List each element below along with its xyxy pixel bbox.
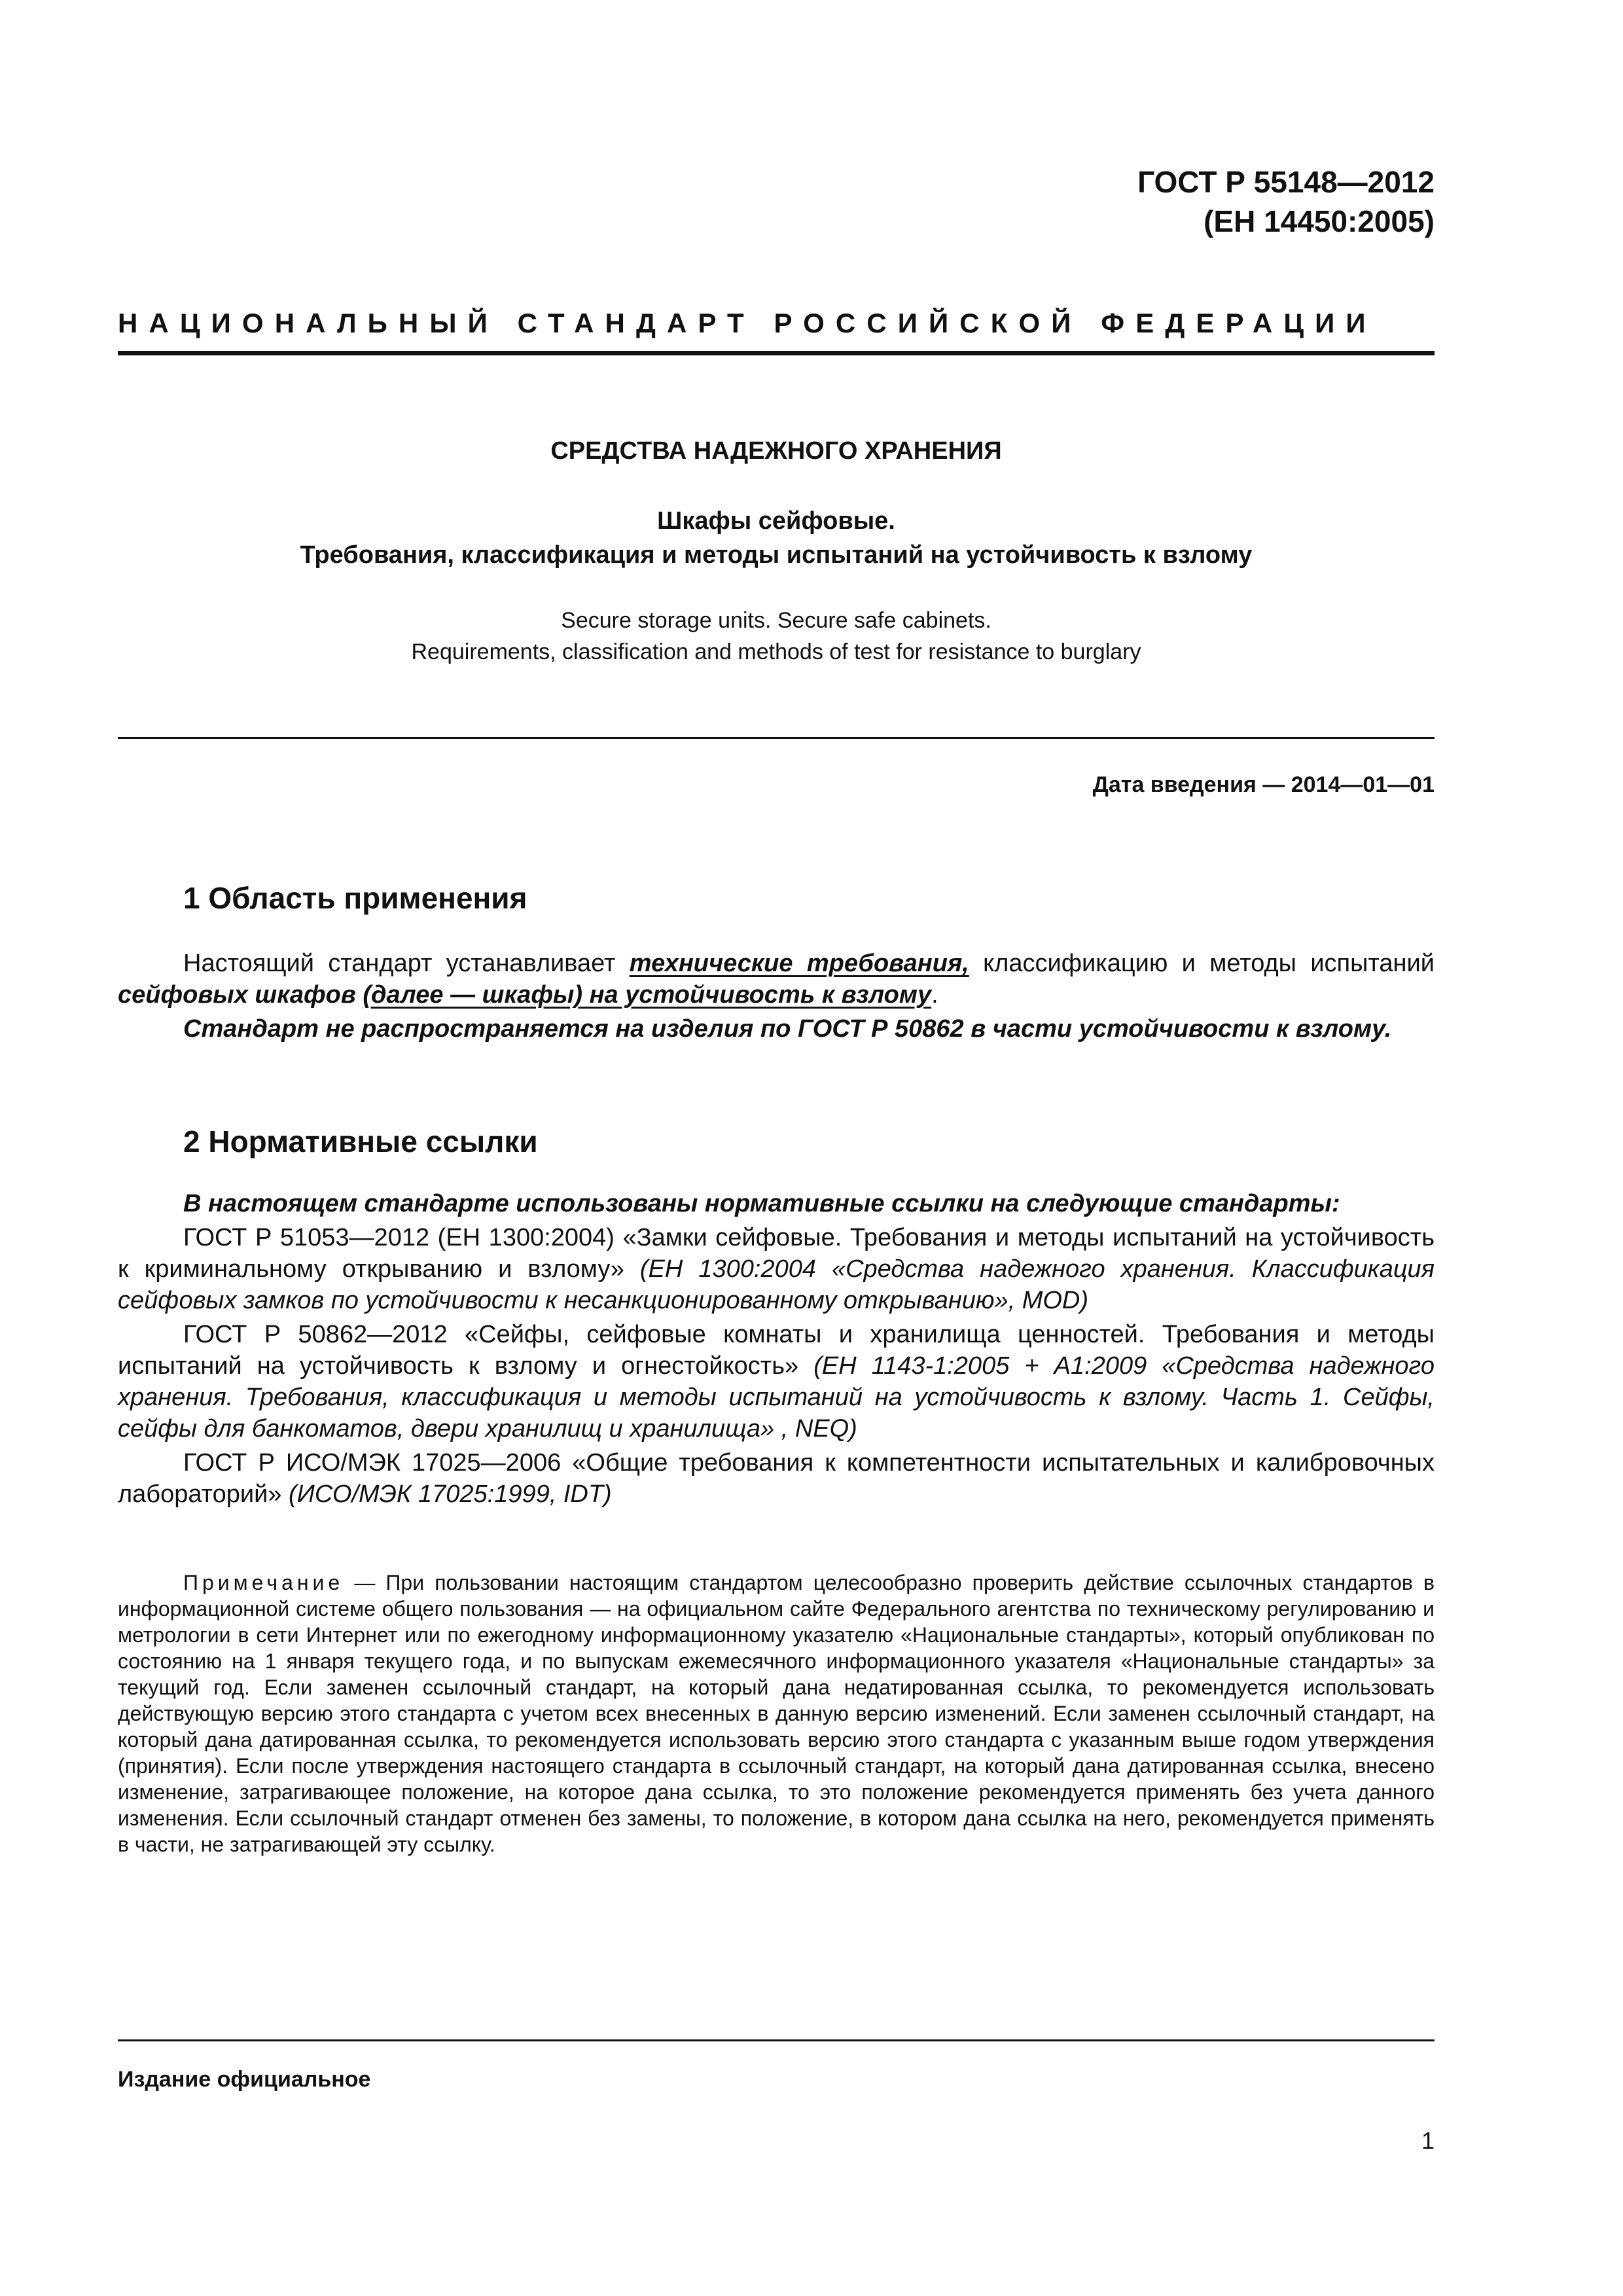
scope-text-period: .: [931, 981, 938, 1009]
standard-number-block: [1137, 162, 1435, 241]
reference-3-equivalent: (ИСО/МЭК 17025:1999, IDT): [289, 1480, 612, 1508]
subtitle-line-2: Требования, классификация и методы испытаний на устойчивость к взлому: [300, 541, 1253, 569]
scope-text-burglary-resistance: (далее — шкафы) на устойчивость к взлому: [363, 981, 932, 1009]
english-title-block: [118, 605, 1435, 668]
header-rule: [118, 351, 1435, 355]
intro-date: Дата введения — 2014—01—01: [1092, 772, 1435, 797]
subtitle-line-1: Шкафы сейфовые.: [657, 507, 895, 535]
official-edition-label: Издание официальное: [118, 2067, 371, 2092]
references-intro: В настоящем стандарте использованы нормативные ссылки на следующие стандарты:: [183, 1190, 1340, 1217]
note-text: — При пользовании настоящим стандартом целесообразно проверить действие ссылочных стандартов в информационной системе общего пользования — на официальном сайте Федерального агентства по техническому регулированию и метрологии в сети Интернет или по ежегодному информационному указателю «Национальные стандарты», который опубликован по состоянию на 1 января текущего года, и по выпускам ежемесячного информационного указателя «Национальные стандарты» за текущий год. Если заменен ссылочный стандарт, на который дана недатированная ссылка, то рекомендуется использовать действующую версию этого стандарта с учетом всех внесенных в данную версию изменений. Если заменен ссылочный стандарт, на который дана датированная ссылка, то рекомендуется использовать версию этого стандарта с указанным выше годом утверждения (принятия). Если после утверждения настоящего стандарта в ссылочный стандарт, на который дана датированная ссылка, внесено изменение, затрагивающее положение, на которое дана ссылка, то это положение рекомендуется применять без учета данного изменения. Если ссылочный стандарт отменен без замены, то положение, в котором дана ссылка на него, рекомендуется применять в части, не затрагивающей эту ссылку.: [118, 1571, 1435, 1856]
scope-paragraph: [118, 948, 1435, 1011]
main-title: СРЕДСТВА НАДЕЖНОГО ХРАНЕНИЯ: [550, 437, 1002, 465]
document-page: [118, 0, 1435, 2296]
english-title-line-2: Requirements, classification and methods of test for resistance to burglary: [411, 639, 1141, 664]
scope-text-technical-requirements: технические требования,: [629, 950, 969, 977]
scope-exclusion-paragraph: Стандарт не распространяется на изделия по ГОСТ Р 50862 в части устойчивости к взлому.: [183, 1015, 1392, 1043]
en-number: (ЕН 14450:2005): [1204, 204, 1435, 238]
reference-gost-50862: [118, 1319, 1435, 1444]
reference-2-equivalent: (ЕН 1143-1:2005 + А1:2009 «Средства надежного хранения. Требования, классификация и методы испытаний на устойчивость к взлому. Часть 1. Сейфы, сейфы для банкоматов, двери хранилищ и хранилища» , NEQ): [118, 1352, 1435, 1443]
section-2-body: [118, 1188, 1435, 1510]
page-number: 1: [1421, 2127, 1435, 2154]
references-note: [118, 1570, 1435, 1857]
subtitle-block: [118, 504, 1435, 572]
section-1-body: [118, 948, 1435, 1045]
reference-2-title: ГОСТ Р 50862—2012 «Сейфы, сейфовые комнаты и хранилища ценностей. Требования и методы испытаний на устойчивость к взлому и огнестойкость»: [118, 1321, 1435, 1380]
section-2-heading: 2 Нормативные ссылки: [183, 1124, 538, 1158]
national-standard-heading: НАЦИОНАЛЬНЫЙ СТАНДАРТ РОССИЙСКОЙ ФЕДЕРАЦИИ: [118, 308, 1377, 338]
scope-text-safe-cabinets: сейфовых шкафов: [118, 981, 356, 1009]
scope-text-c: классификацию и методы испытаний: [969, 950, 1435, 977]
reference-1-title: ГОСТ Р 51053—2012 (ЕН 1300:2004) «Замки сейфовые. Требования и методы испытаний на устойчивость к криминальному открыванию и взлому»: [118, 1224, 1435, 1283]
reference-3-title: ГОСТ Р ИСО/МЭК 17025—2006 «Общие требования к компетентности испытательных и калибровочных лабораторий»: [118, 1449, 1435, 1508]
title-rule: [118, 737, 1435, 739]
gost-number: ГОСТ Р 55148—2012: [1137, 165, 1435, 199]
section-1-heading: 1 Область применения: [183, 881, 527, 915]
footer-rule: [118, 2039, 1435, 2041]
reference-gost-iso-17025: [118, 1447, 1435, 1510]
scope-text-space: [356, 981, 363, 1009]
note-label: Примечание: [183, 1571, 344, 1594]
reference-1-equivalent: (ЕН 1300:2004 «Средства надежного хранения. Классификация сейфовых замков по устойчивости к несанкционированному открыванию», MOD): [118, 1255, 1435, 1314]
english-title-line-1: Secure storage units. Secure safe cabinets.: [561, 608, 991, 633]
reference-gost-51053: [118, 1222, 1435, 1316]
scope-text-a: Настоящий стандарт устанавливает: [183, 950, 630, 977]
note-paragraph: [118, 1570, 1435, 1857]
